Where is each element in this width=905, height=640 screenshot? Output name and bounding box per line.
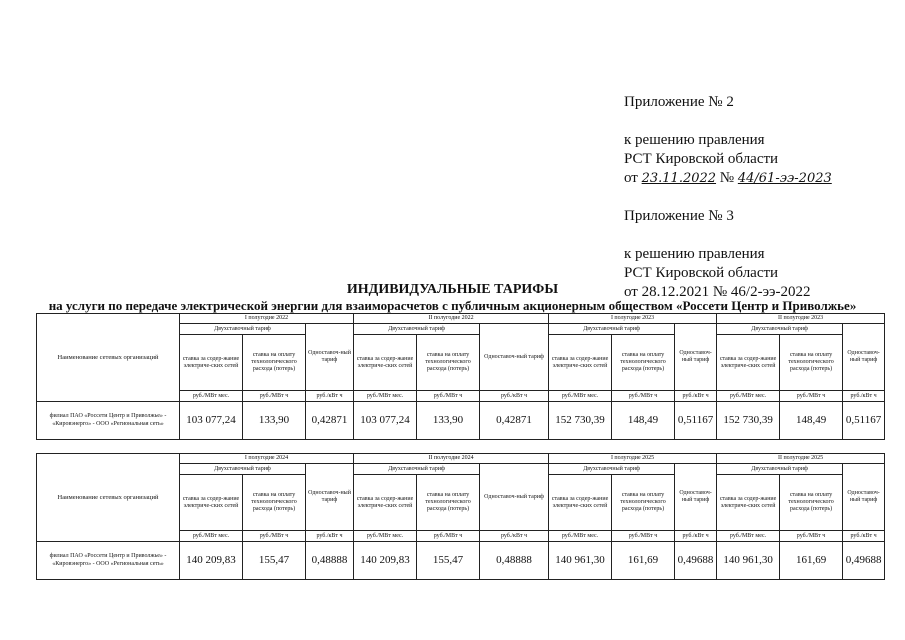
tariff-table-2024-2025 xyxy=(36,453,885,580)
value-cell: 0,42871 xyxy=(480,402,549,440)
unit-cell: руб./МВт мес. xyxy=(549,391,612,402)
value-cell: 155,47 xyxy=(417,542,480,580)
unit-cell: руб./МВт мес. xyxy=(549,531,612,542)
unit-cell: руб./кВт ч xyxy=(843,391,885,402)
rate-maintenance-header: ставка за содер-жание электриче-ских сетей xyxy=(180,335,243,391)
two-part-tariff-header: Двухставочный тариф xyxy=(180,464,306,475)
appendix-3-decision: к решению правления xyxy=(624,246,765,262)
handwritten-number: 44/61-ээ-2023 xyxy=(737,171,832,186)
two-part-tariff-header: Двухставочный тариф xyxy=(717,464,843,475)
appendix-2-from: от xyxy=(624,170,638,186)
rate-maintenance-header: ставка за содер-жание электриче-ских сетей xyxy=(354,475,417,531)
appendix-3-label: Приложение № 3 xyxy=(624,208,734,224)
value-cell: 0,51167 xyxy=(843,402,885,440)
handwritten-date: 23.11.2022 xyxy=(641,171,717,186)
unit-cell: руб./МВт ч xyxy=(780,391,843,402)
two-part-tariff-header: Двухставочный тариф xyxy=(549,324,675,335)
value-cell: 148,49 xyxy=(780,402,843,440)
unit-cell: руб./кВт ч xyxy=(306,391,354,402)
two-part-tariff-header: Двухставочный тариф xyxy=(354,324,480,335)
value-cell: 0,42871 xyxy=(306,402,354,440)
period-header: I полугодие 2024 xyxy=(180,454,354,464)
org-name-cell: филиал ПАО «Россети Центр и Приволжье» - «Кировэнерго» - ООО «Региональная сеть» xyxy=(37,542,180,580)
appendix-2-number-sign: № xyxy=(719,170,735,186)
unit-cell: руб./МВт мес. xyxy=(180,391,243,402)
unit-cell: руб./кВт ч xyxy=(480,391,549,402)
appendix-2-authority: РСТ Кировской области xyxy=(624,151,779,167)
two-part-tariff-header: Двухставочный тариф xyxy=(180,324,306,335)
rate-losses-header: ставка на оплату технологического расхода (потерь) xyxy=(780,475,843,531)
period-header: I полугодие 2023 xyxy=(549,314,717,324)
rate-losses-header: ставка на оплату технологического расхода (потерь) xyxy=(417,475,480,531)
rate-losses-header: ставка на оплату технологического расхода (потерь) xyxy=(612,475,675,531)
period-header: I полугодие 2022 xyxy=(180,314,354,324)
period-header: II полугодие 2023 xyxy=(717,314,885,324)
rate-maintenance-header: ставка за содер-жание электриче-ских сетей xyxy=(549,335,612,391)
unit-cell: руб./МВт ч xyxy=(612,531,675,542)
appendix-2-label: Приложение № 2 xyxy=(624,94,734,110)
period-header: I полугодие 2025 xyxy=(549,454,717,464)
value-cell: 133,90 xyxy=(243,402,306,440)
rate-maintenance-header: ставка за содер-жание электриче-ских сетей xyxy=(549,475,612,531)
unit-cell: руб./кВт ч xyxy=(843,531,885,542)
value-cell: 148,49 xyxy=(612,402,675,440)
value-cell: 0,49688 xyxy=(675,542,717,580)
value-cell: 152 730,39 xyxy=(717,402,780,440)
unit-cell: руб./МВт ч xyxy=(243,391,306,402)
tariff-table-2022-2023 xyxy=(36,313,885,440)
value-cell: 140 209,83 xyxy=(180,542,243,580)
single-rate-header: Одноставоч-ный тариф xyxy=(675,464,717,531)
value-cell: 140 209,83 xyxy=(354,542,417,580)
unit-cell: руб./МВт ч xyxy=(417,391,480,402)
unit-cell: руб./МВт ч xyxy=(612,391,675,402)
period-header: II полугодие 2025 xyxy=(717,454,885,464)
unit-cell: руб./МВт ч xyxy=(780,531,843,542)
single-rate-header: Одноставоч-ный тариф xyxy=(675,324,717,391)
rate-losses-header: ставка на оплату технологического расхода (потерь) xyxy=(780,335,843,391)
single-rate-header: Одноставоч-ный тариф xyxy=(306,464,354,531)
appendix-2-decision: к решению правления xyxy=(624,132,765,148)
unit-cell: руб./МВт мес. xyxy=(717,531,780,542)
appendix-2-date-line xyxy=(624,169,832,188)
value-cell: 103 077,24 xyxy=(180,402,243,440)
unit-cell: руб./кВт ч xyxy=(306,531,354,542)
two-part-tariff-header: Двухставочный тариф xyxy=(354,464,480,475)
single-rate-header: Одноставоч-ный тариф xyxy=(843,464,885,531)
rate-losses-header: ставка на оплату технологического расхода (потерь) xyxy=(243,335,306,391)
period-header: II полугодие 2022 xyxy=(354,314,549,324)
value-cell: 140 961,30 xyxy=(549,542,612,580)
table-row xyxy=(37,542,885,580)
unit-cell: руб./МВт мес. xyxy=(354,531,417,542)
single-rate-header: Одноставоч-ный тариф xyxy=(480,464,549,531)
org-column-header: Наименование сетевых организаций xyxy=(37,314,180,402)
unit-cell: руб./МВт мес. xyxy=(180,531,243,542)
rate-losses-header: ставка на оплату технологического расхода (потерь) xyxy=(417,335,480,391)
period-header: II полугодие 2024 xyxy=(354,454,549,464)
two-part-tariff-header: Двухставочный тариф xyxy=(549,464,675,475)
unit-cell: руб./кВт ч xyxy=(480,531,549,542)
rate-maintenance-header: ставка за содер-жание электриче-ских сетей xyxy=(717,335,780,391)
rate-maintenance-header: ставка за содер-жание электриче-ских сетей xyxy=(180,475,243,531)
unit-cell: руб./кВт ч xyxy=(675,391,717,402)
document-subtitle: на услуги по передаче электрической энергии для взаиморасчетов с публичным акционерным обществом «Россети Центр и Приволжье» xyxy=(48,298,857,313)
value-cell: 161,69 xyxy=(780,542,843,580)
value-cell: 103 077,24 xyxy=(354,402,417,440)
single-rate-header: Одноставоч-ный тариф xyxy=(480,324,549,391)
unit-cell: руб./МВт ч xyxy=(417,531,480,542)
rate-losses-header: ставка на оплату технологического расхода (потерь) xyxy=(243,475,306,531)
single-rate-header: Одноставоч-ный тариф xyxy=(306,324,354,391)
document-title: ИНДИВИДУАЛЬНЫЕ ТАРИФЫ xyxy=(346,282,559,297)
unit-cell: руб./кВт ч xyxy=(675,531,717,542)
appendix-3-date-number: от 28.12.2021 № 46/2-ээ-2022 xyxy=(624,284,811,300)
value-cell: 0,51167 xyxy=(675,402,717,440)
appendix-3-authority: РСТ Кировской области xyxy=(624,265,779,281)
value-cell: 161,69 xyxy=(612,542,675,580)
value-cell: 0,48888 xyxy=(306,542,354,580)
value-cell: 140 961,30 xyxy=(717,542,780,580)
appendix-2-block xyxy=(624,93,832,302)
value-cell: 0,49688 xyxy=(843,542,885,580)
single-rate-header: Одноставоч-ный тариф xyxy=(843,324,885,391)
value-cell: 155,47 xyxy=(243,542,306,580)
unit-cell: руб./МВт мес. xyxy=(717,391,780,402)
org-column-header: Наименование сетевых организаций xyxy=(37,454,180,542)
rate-maintenance-header: ставка за содер-жание электриче-ских сетей xyxy=(354,335,417,391)
two-part-tariff-header: Двухставочный тариф xyxy=(717,324,843,335)
rate-losses-header: ставка на оплату технологического расхода (потерь) xyxy=(612,335,675,391)
rate-maintenance-header: ставка за содер-жание электриче-ских сетей xyxy=(717,475,780,531)
value-cell: 0,48888 xyxy=(480,542,549,580)
org-name-cell: филиал ПАО «Россети Центр и Приволжье» - «Кировэнерго» - ООО «Региональная сеть» xyxy=(37,402,180,440)
value-cell: 133,90 xyxy=(417,402,480,440)
unit-cell: руб./МВт мес. xyxy=(354,391,417,402)
value-cell: 152 730,39 xyxy=(549,402,612,440)
table-row xyxy=(37,402,885,440)
unit-cell: руб./МВт ч xyxy=(243,531,306,542)
